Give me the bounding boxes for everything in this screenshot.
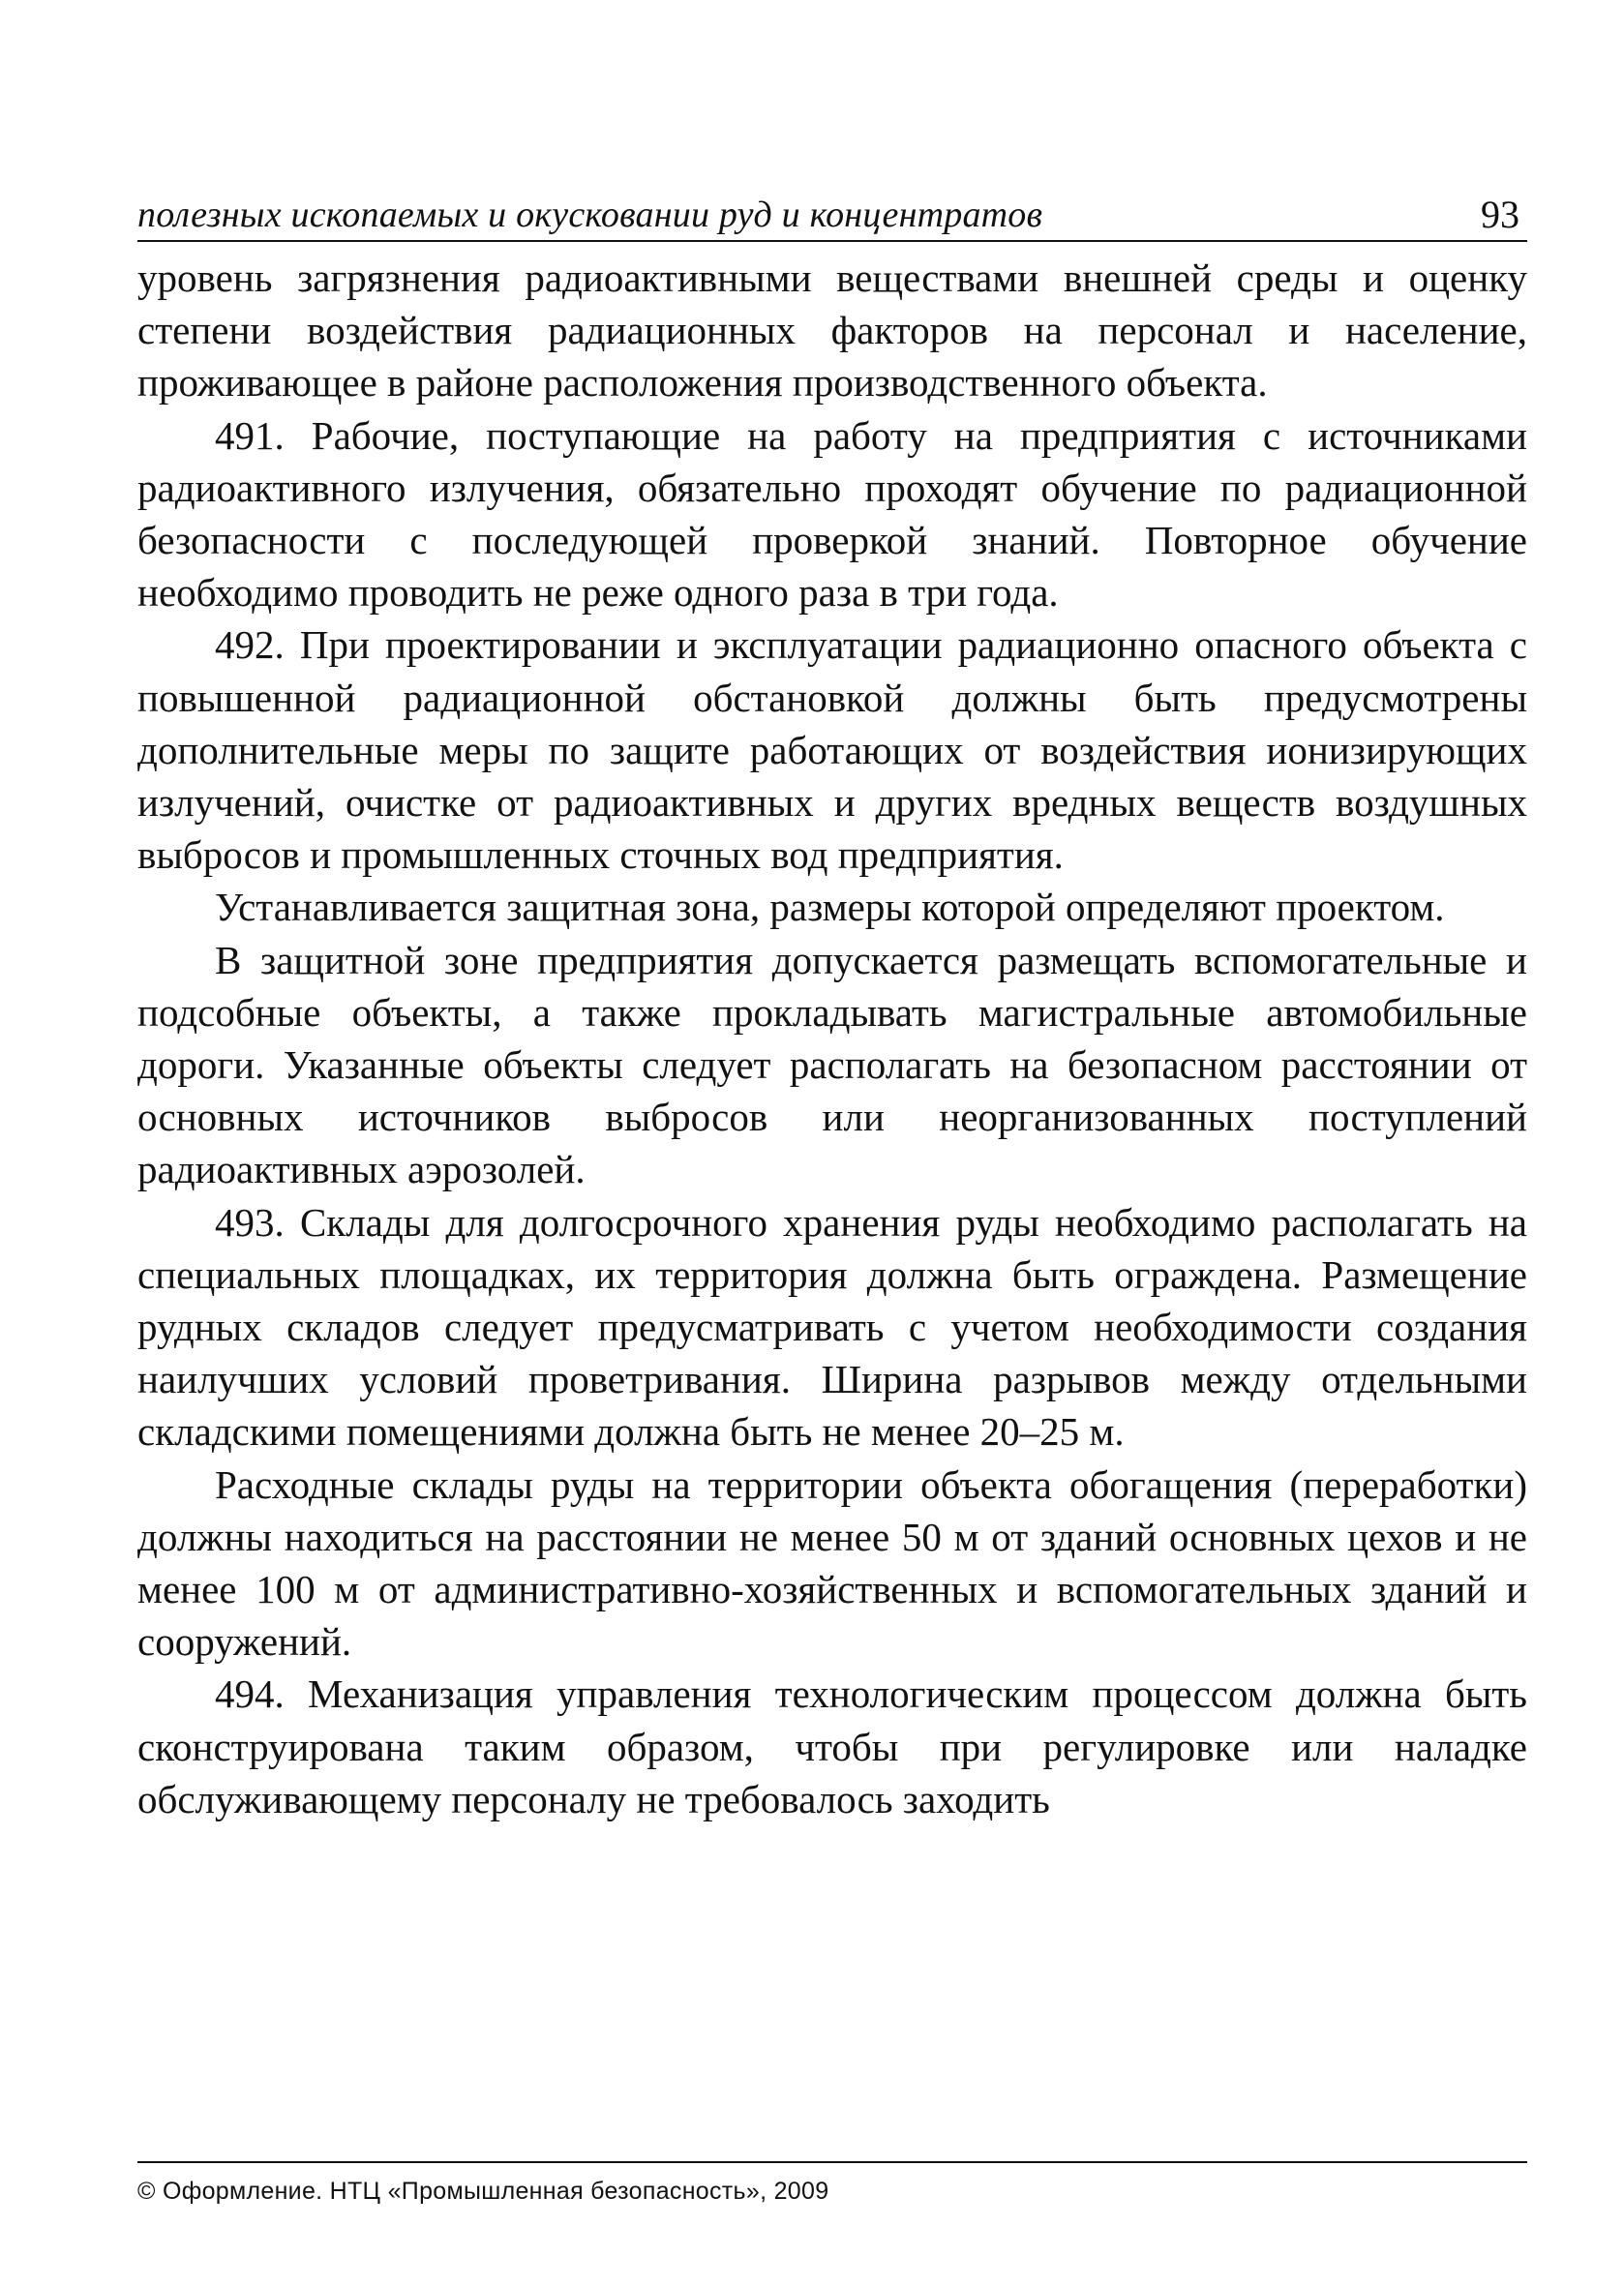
footer-divider [137, 2161, 1527, 2163]
running-header [137, 190, 1527, 242]
paragraph-protective-zone: Устанавливается защитная зона, размеры которой определяют проектом. [215, 885, 1445, 930]
running-title: полезных ископаемых и окусковании руд и концентратов [137, 195, 1043, 235]
copyright-notice: © Оформление. НТЦ «Промышленная безопасность», 2009 [137, 2178, 829, 2205]
body-text [137, 252, 1527, 1825]
paragraph-491: 491. Рабочие, поступающие на работу на предприятия с источниками радиоактивного излучения, обязательно проходят обучение по радиационной безопасности с последующей проверкой знаний. Повторное обучение необходимо проводить не реже одного раза в три года. [137, 412, 1527, 616]
paragraph-ore-storage: Расходные склады руды на территории объекта обогащения (переработки) должны находиться на расстоянии не менее 50 м от зданий основных цехов и не менее 100 м от административно-хозяйственных и вспомогательных зданий и сооружений. [137, 1461, 1527, 1665]
page-footer [137, 2161, 1527, 2206]
page-number: 93 [1481, 193, 1519, 236]
paragraph-493: 493. Склады для долгосрочного хранения руды необходимо располагать на специальных площадках, их территория должна быть ограждена. Размещение рудных складов следует предусматривать с учетом необходимости создания наилучших условий проветривания. Ширина разрывов между отдельными складскими помещениями должна быть не менее 20–25 м. [137, 1199, 1527, 1455]
paragraph-zone-objects: В защитной зоне предприятия допускается размещать вспомогательные и подсобные объекты, а также прокладывать магистральные автомобильные дороги. Указанные объекты следует располагать на безопасном расстоянии от основных источников выбросов или неорганизованных поступлений радиоактивных аэрозолей. [137, 937, 1527, 1192]
paragraph-494: 494. Механизация управления технологическим процессом должна быть сконструирована таким образом, чтобы при регулировке или наладке обслуживающему персоналу не требовалось заходить [137, 1671, 1527, 1821]
book-page [137, 190, 1527, 1825]
paragraph-492: 492. При проектировании и эксплуатации радиационно опасного объекта с повышенной радиационной обстановкой должны быть предусмотрены дополнительные меры по защите работающих от воздействия ионизирующих излучений, очистке от радиоактивных и других вредных веществ воздушных выбросов и промышленных сточных вод предприятия. [137, 622, 1527, 878]
paragraph-continued: уровень загрязнения радиоактивными веществами внешней среды и оценку степени воздействия радиационных факторов на персонал и население, проживающее в районе расположения производственного объекта. [137, 256, 1527, 406]
